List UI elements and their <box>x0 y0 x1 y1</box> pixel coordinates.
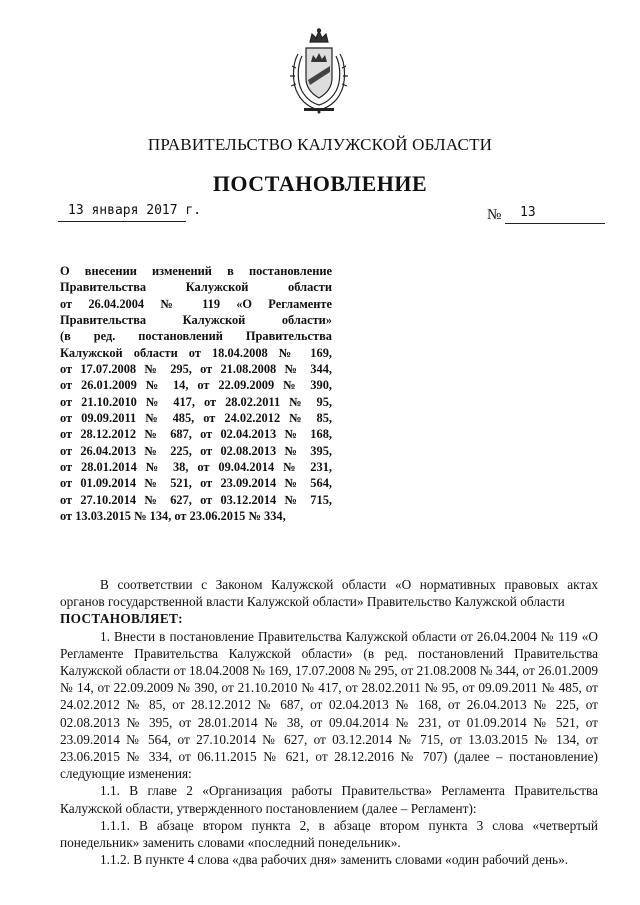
resolve-heading: ПОСТАНОВЛЯЕТ: <box>60 611 183 627</box>
number-underline <box>505 223 605 224</box>
item-1-paragraph: 1. Внести в постановление Правительства Калужской области от 26.04.2004 № 119 «О Регламенте Правительства Калужской области» (в ред. постановлений Правительства Калужской области от 18.04.2008 № 169, 17.07.2008 № 295, от 21.08.2008 № 344, от 26.01.2009 № 14, от 22.09.2009 № 390, от 21.10.2010 № 417, от 28.02.2011 № 95, от 09.09.2011 № 485, от 24.02.2012 № 85, от 28.12.2012 № 687, от 02.04.2013 № 168, от 26.04.2013 № 225, от 02.08.2013 № 395, от 28.01.2014 № 38, от 09.04.2014 № 231, от 01.09.2014 № 521, от 23.09.2014 № 564, от 27.10.2014 № 627, от 03.12.2014 № 715, от 13.03.2015 № 134, от 23.06.2015 № 334, от 06.11.2015 № 621, от 28.12.2016 № 707) (далее – постановление) следующие изменения: <box>60 628 598 782</box>
subject-line: от 21.10.2010 № 417, от 28.02.2011 № 95, <box>60 394 332 409</box>
subject-line: (в ред. постановлений Правительства <box>60 329 332 344</box>
document-number: 13 <box>520 205 536 220</box>
subject-line: от 28.12.2012 № 687, от 02.04.2013 № 168, <box>60 427 332 442</box>
subject-line: от 17.07.2008 № 295, от 21.08.2008 № 344, <box>60 362 332 377</box>
organization-title: ПРАВИТЕЛЬСТВО КАЛУЖСКОЙ ОБЛАСТИ <box>147 135 493 154</box>
subject-line: О внесении изменений в постановление <box>60 264 332 278</box>
subject-line: от 13.03.2015 № 134, от 23.06.2015 № 334, <box>60 509 286 524</box>
item-1-1-2-paragraph: 1.1.2. В пункте 4 слова «два рабочих дня» заменить словами «один рабочий день». <box>100 852 569 868</box>
subject-line: от 01.09.2014 № 521, от 23.09.2014 № 564, <box>60 476 332 491</box>
subject-line: от 26.04.2013 № 225, от 02.08.2013 № 395, <box>60 443 332 458</box>
subject-line: от 26.04.2004 № 119 «О Регламенте <box>60 296 332 311</box>
subject-line: Правительства Калужской области» <box>60 313 332 328</box>
subject-line: от 09.09.2011 № 485, от 24.02.2012 № 85, <box>60 411 332 426</box>
number-label: № <box>487 207 502 223</box>
intro-paragraph: В соответствии с Законом Калужской области «О нормативных правовых актах органов государственной власти Калужской области» Правительство Калужской области <box>60 577 598 610</box>
subject-line: Правительства Калужской области <box>60 280 332 295</box>
document-subject <box>60 263 332 525</box>
item-1-1-paragraph: 1.1. В главе 2 «Организация работы Правительства» Регламента Правительства Калужской области, утвержденного постановлением (далее – Регламент): <box>60 783 598 816</box>
document-body <box>60 576 598 868</box>
coat-of-arms-icon <box>288 28 350 114</box>
document-date: 13 января 2017 г. <box>68 203 202 218</box>
subject-line: от 27.10.2014 № 627, от 03.12.2014 № 715, <box>60 492 332 507</box>
item-1-1-1-paragraph: 1.1.1. В абзаце втором пункта 2, в абзаце втором пункта 3 слова «четвертый понедельник» заменить словами «последний понедельник». <box>60 817 598 851</box>
date-underline <box>58 221 186 222</box>
document-type-title: ПОСТАНОВЛЕНИЕ <box>212 171 428 196</box>
subject-line: от 28.01.2014 № 38, от 09.04.2014 № 231, <box>60 460 332 475</box>
subject-line: Калужской области от 18.04.2008 № 169, <box>60 345 332 360</box>
subject-line: от 26.01.2009 № 14, от 22.09.2009 № 390, <box>60 378 332 393</box>
